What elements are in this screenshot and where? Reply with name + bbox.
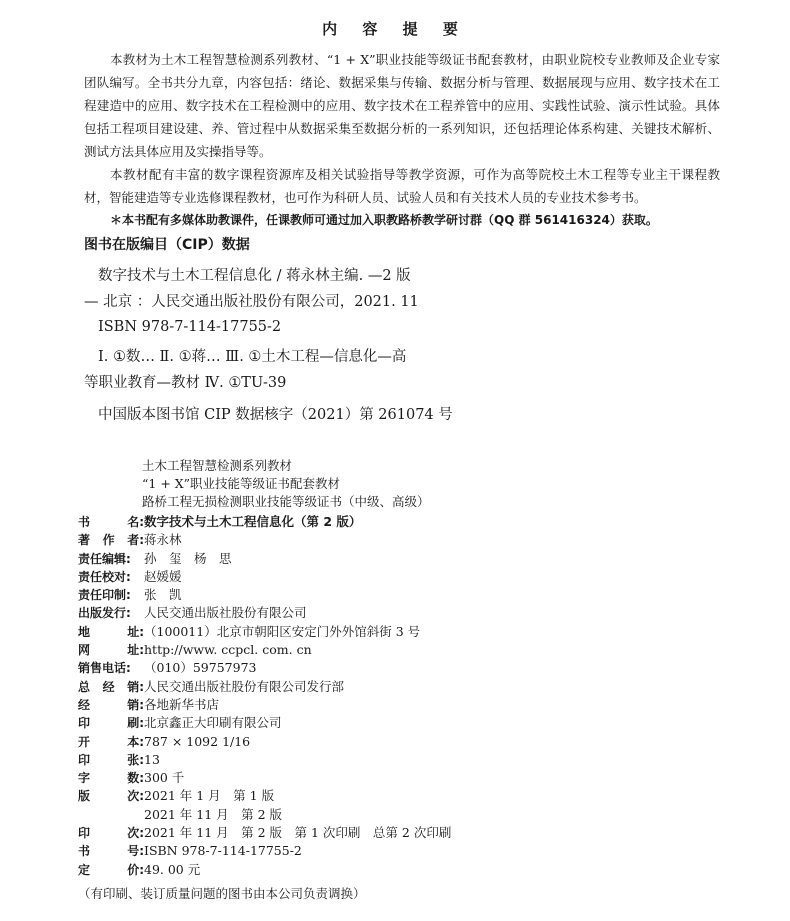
info-label: 开 本: xyxy=(78,734,144,749)
info-row-proof xyxy=(78,568,451,586)
edition-first: 2021 年 1 月 第 1 版 xyxy=(144,788,275,804)
address: （100011）北京市朝阳区安定门外外馆斜街 3 号 xyxy=(144,623,421,639)
info-row-printer xyxy=(78,714,451,732)
summary-title: 内 容 提 要 xyxy=(322,20,468,38)
quality-notice: （有印刷、装订质量问题的图书由本公司负责调换） xyxy=(78,886,366,901)
info-row-edition-2 xyxy=(78,806,451,824)
info-label: 印 刷: xyxy=(78,716,144,731)
publication-info xyxy=(78,513,451,879)
info-row-author xyxy=(78,531,451,549)
series-line: 土木工程智慧检测系列教材 xyxy=(142,458,293,473)
cip-publisher-line: — 北京 ：人民交通出版社股份有限公司，2021. 11 xyxy=(84,294,419,310)
summary-paragraph: 本教材配有丰富的数字课程资源库及相关试验指导等教学资源，可作为高等院校土木工程等专业主干课程教材，智能建造等专业选修课程教材，也可作为科研人员、试验人员和有关技术人员的专业技术参考书。 xyxy=(84,167,720,205)
isbn: ISBN 978-7-114-17755-2 xyxy=(144,843,302,859)
distributor: 人民交通出版社股份有限公司发行部 xyxy=(144,678,345,694)
info-label: 著 作 者: xyxy=(78,533,144,548)
info-label: 经 销: xyxy=(78,697,144,712)
info-row-distributor xyxy=(78,678,451,696)
info-label: 网 址: xyxy=(78,643,144,658)
cip-title-line: 数字技术与土木工程信息化 / 蒋永林主编. —2 版 xyxy=(98,268,411,284)
impression: 2021 年 11 月 第 2 版 第 1 次印刷 总第 2 次印刷 xyxy=(144,825,452,841)
proofreader: 赵媛媛 xyxy=(144,568,182,584)
info-label: 责任印制: xyxy=(78,588,131,603)
info-row-editor xyxy=(78,550,451,568)
info-row-sheets xyxy=(78,751,451,769)
info-row-isbn xyxy=(78,842,451,860)
info-label: 版 次: xyxy=(78,789,144,804)
info-row-print-supervisor xyxy=(78,586,451,604)
info-label: 书 号: xyxy=(78,844,144,859)
info-row-edition xyxy=(78,787,451,805)
summary-paragraph: 本教材为土木工程智慧检测系列教材、“1 + X”职业技能等级证书配套教材，由职业院校专业教师及企业专家团队编写。全书共分九章，内容包括：绪论、数据采集与传输、数据分析与管理、数据展现与应用、数字技术在工程建造中的应用、数字技术在工程检测中的应用、数字技术在工程养管中的应用、实践性试验、演示性试验。具体包括工程项目建设建、养、管过程中从数据采集至数据分析的一系列知识，还包括理论体系构建、关键技术解析、测试方法具体应用及实操指导等。 xyxy=(84,52,720,159)
info-row-seller xyxy=(78,696,451,714)
info-label: 总 经 销: xyxy=(78,679,144,694)
format: 787 × 1092 1/16 xyxy=(144,733,251,749)
cip-isbn-line: ISBN 978-7-114-17755-2 xyxy=(98,319,282,335)
edition-second: 2021 年 11 月 第 2 版 xyxy=(144,806,283,822)
info-row-format xyxy=(78,733,451,751)
info-row-price xyxy=(78,861,451,879)
info-label: 责任校对: xyxy=(78,569,131,584)
website: http://www. ccpcl. com. cn xyxy=(144,642,312,658)
info-label: 销售电话: xyxy=(78,661,131,676)
info-label: 印 次: xyxy=(78,826,144,841)
sales-phone: （010）59757973 xyxy=(144,660,257,676)
info-row-impression xyxy=(78,824,451,842)
cip-classification-line-2: 等职业教育—教材 Ⅳ. ①TU-39 xyxy=(84,375,287,391)
seller: 各地新华书店 xyxy=(144,696,220,712)
info-label: 责任编辑: xyxy=(78,551,131,566)
info-row-book xyxy=(78,513,451,531)
series-line: 路桥工程无损检测职业技能等级证书（中级、高级） xyxy=(142,494,430,509)
printer: 北京鑫正大印刷有限公司 xyxy=(144,715,282,731)
editor: 孙 玺 杨 思 xyxy=(144,550,232,566)
info-label: 定 价: xyxy=(78,862,144,877)
publisher: 人民交通出版社股份有限公司 xyxy=(144,605,307,621)
book-title: 数字技术与土木工程信息化（第 2 版） xyxy=(144,514,362,529)
author: 蒋永林 xyxy=(144,532,182,548)
info-label: 地 址: xyxy=(78,624,144,639)
courseware-note: ＊本书配有多媒体助教课件，任课教师可通过加入职教路桥教学研讨群（QQ 群 561416324）获取。 xyxy=(110,213,658,227)
info-label: 出版发行: xyxy=(78,606,131,621)
cip-classification-line: Ⅰ. ①数… Ⅱ. ①蒋… Ⅲ. ①土木工程—信息化—高 xyxy=(98,349,407,365)
series-line: “1 + X”职业技能等级证书配套教材 xyxy=(142,476,341,491)
print-supervisor: 张 凯 xyxy=(144,587,182,603)
info-row-publisher xyxy=(78,604,451,622)
info-label: 字 数: xyxy=(78,771,144,786)
info-row-website xyxy=(78,641,451,659)
info-row-phone xyxy=(78,659,451,677)
word-count: 300 千 xyxy=(144,770,185,786)
info-row-address xyxy=(78,623,451,641)
series-block xyxy=(142,457,430,511)
cip-record-number: 中国版本图书馆 CIP 数据核字（2021）第 261074 号 xyxy=(98,407,453,423)
info-label: 印 张: xyxy=(78,752,144,767)
info-label: 书 名: xyxy=(78,515,144,529)
print-sheets: 13 xyxy=(144,751,160,767)
cip-heading: 图书在版编目（CIP）数据 xyxy=(84,237,250,253)
info-row-words xyxy=(78,769,451,787)
price: 49. 00 元 xyxy=(144,861,201,877)
summary-block xyxy=(84,48,720,232)
